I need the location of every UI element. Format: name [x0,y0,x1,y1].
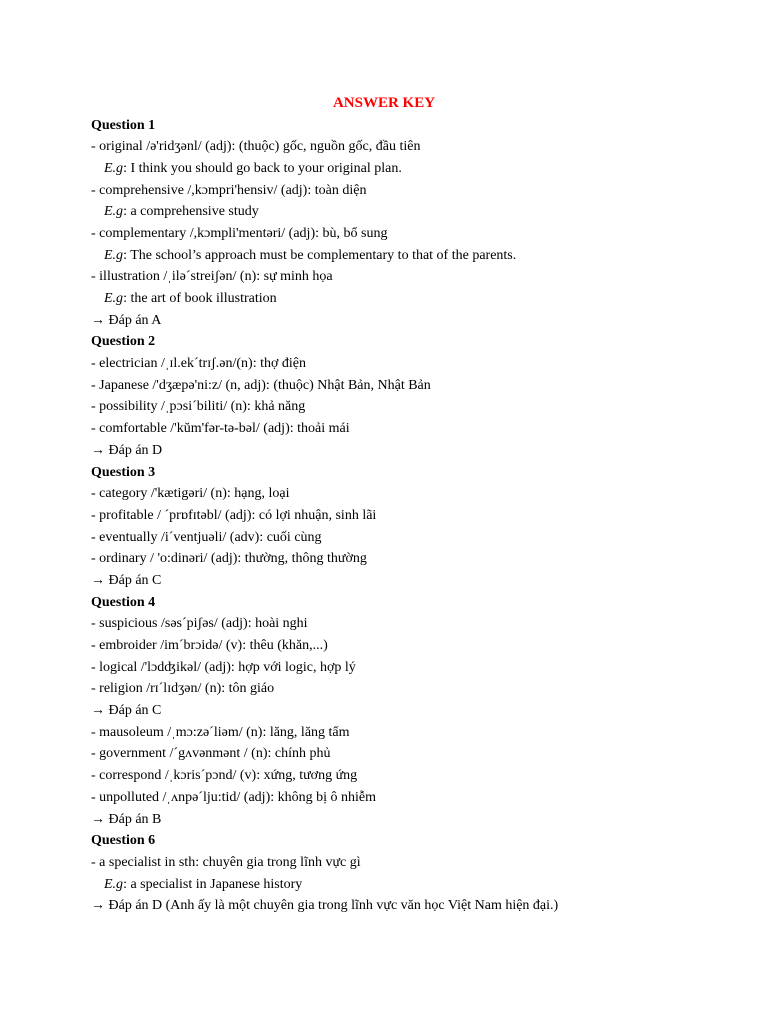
example-sentence [91,288,751,310]
vocab-item: - government /´gʌvənmənt / (n): chính phủ [91,746,331,762]
example-text: : a comprehensive study [123,204,259,220]
vocab-item: - complementary /,kɔmpli'mentəri/ (adj): bù, bổ sung [91,225,388,241]
question-heading: Question 2 [91,334,156,350]
vocab-item: - original /ə'ridʒənl/ (adj): (thuộc) gốc, nguồn gốc, đầu tiên [91,139,421,155]
vocab-item: - suspicious /səs´piʃəs/ (adj): hoài nghi [91,616,308,632]
example-label: E.g [104,247,124,263]
vocab-item: - possibility /ˌpɔsi´biliti/ (n): khả năng [91,399,306,415]
example-sentence [91,158,751,180]
vocab-item: - ordinary / 'o:dinəri/ (adj): thường, thông thường [91,551,367,567]
vocab-item: - mausoleum /ˌmɔ:zə´liəm/ (n): lăng, lăng tẩm [91,724,350,740]
vocab-item: - logical /'lɔdʤikəl/ (adj): hợp với logic, hợp lý [91,659,356,675]
vocab-item: - correspond /ˌkɔris´pɔnd/ (v): xứng, tương ứng [91,768,358,784]
example-label: E.g [104,291,124,306]
example-label: E.g [104,160,124,176]
example-text: : a specialist in Japanese history [123,876,303,892]
answer-line: → Đáp án B [91,811,162,827]
answer-line: → Đáp án C [91,572,162,588]
answer-line: → Đáp án D [91,442,163,458]
example-label: E.g [104,876,124,892]
vocab-item: - electrician /ˌɪl.ek´trɪʃ.ən/(n): thợ điện [91,356,306,372]
answer-key-lines [91,115,751,917]
example-text: : The school’s approach must be complementary to that of the parents. [123,247,517,263]
vocab-item: - eventually /i´ventjuəli/ (adv): cuối cùng [91,529,322,545]
vocab-item: - unpolluted /ˌʌnpə´lju:tid/ (adj): không bị ô nhiễm [91,789,377,805]
example-text: : I think you should go back to your original plan. [123,160,402,176]
vocab-item: - profitable / ´prɒfɪtəbl/ (adj): có lợi nhuận, sinh lãi [91,507,377,523]
question-heading: Question 6 [91,833,156,849]
example-sentence [91,245,751,267]
vocab-item: - category /'kætigəri/ (n): hạng, loại [91,486,290,502]
vocab-item: - illustration /ˌilə´streiʃən/ (n): sự minh họa [91,269,333,285]
answer-line: → Đáp án A [91,312,162,328]
answer-line: → Đáp án D (Anh ấy là một chuyên gia trong lĩnh vực văn học Việt Nam hiện đại.) [91,898,559,914]
question-heading: Question 4 [91,594,156,610]
vocab-item: - a specialist in sth: chuyên gia trong lĩnh vực gì [91,854,361,870]
vocab-item: - Japanese /'dʒæpə'ni:z/ (n, adj): (thuộc) Nhật Bản, Nhật Bản [91,377,431,393]
page-title: ANSWER KEY [332,95,436,111]
example-text: : the art of book illustration [123,291,277,306]
example-sentence [91,874,751,896]
vocab-item: - religion /rɪ´lɪdʒən/ (n): tôn giáo [91,681,275,697]
question-heading: Question 3 [91,464,156,480]
question-heading: Question 1 [91,117,156,133]
answer-line: → Đáp án C [91,703,162,719]
vocab-item: - comprehensive /,kɔmpri'hensiv/ (adj): toàn diện [91,182,367,198]
example-sentence [91,201,751,223]
vocab-item: - comfortable /'kŭm'fər-tə-bəl/ (adj): thoải mái [91,421,350,437]
example-label: E.g [104,204,124,220]
vocab-item: - embroider /im´brɔidə/ (v): thêu (khăn,...) [91,638,328,653]
